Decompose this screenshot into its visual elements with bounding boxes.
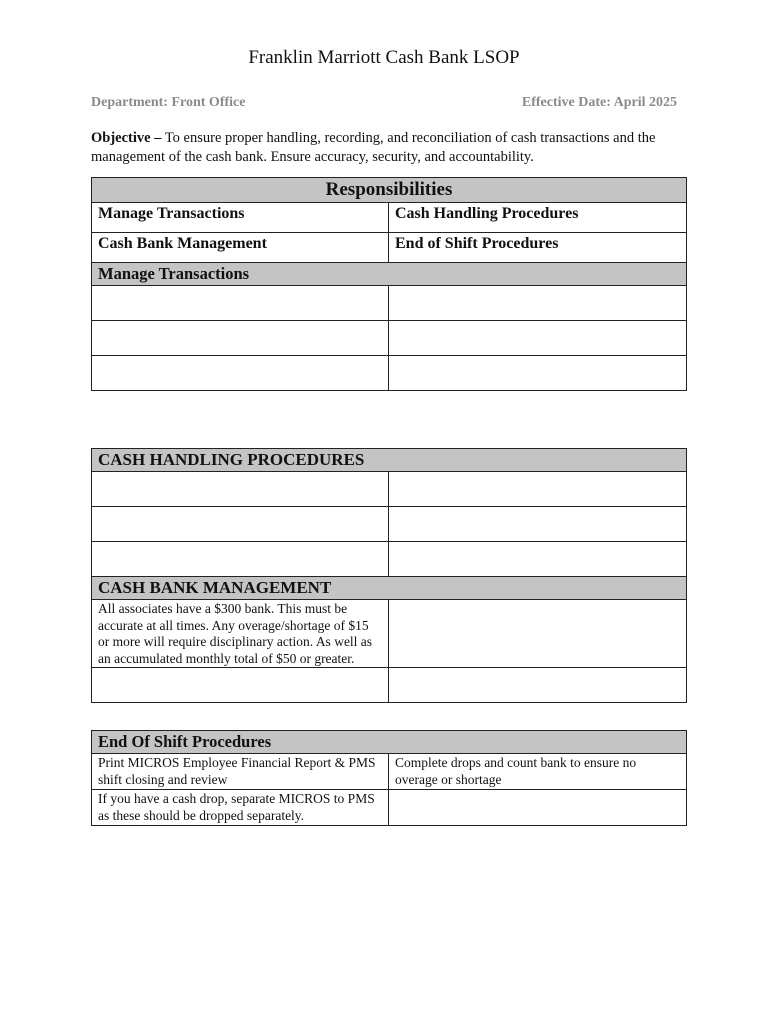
- end-of-shift-step: If you have a cash drop, separate MICROS to PMS as these should be dropped separately.: [92, 790, 389, 826]
- responsibility-item: Manage Transactions: [92, 203, 389, 233]
- document-title: Franklin Marriott Cash Bank LSOP: [248, 47, 520, 68]
- department-label: Department: Front Office: [91, 95, 246, 110]
- empty-cell: [389, 790, 687, 826]
- empty-cell: [389, 507, 687, 542]
- empty-cell: [92, 472, 389, 507]
- cash-bank-policy-cell: All associates have a $300 bank. This must be accurate at all times. Any overage/shortage of $15 or more will require disciplinary action. As well as an accumulated monthly total of $50 or greater.: [92, 600, 389, 668]
- empty-cell: [92, 668, 389, 703]
- empty-cell: [389, 542, 687, 577]
- responsibilities-header: Responsibilities: [92, 178, 687, 203]
- end-of-shift-step: Complete drops and count bank to ensure no overage or shortage: [389, 754, 687, 790]
- end-of-shift-table: [91, 730, 687, 826]
- effective-date-label: Effective Date: April 2025: [521, 95, 677, 110]
- empty-cell: [389, 600, 687, 668]
- objective-text: To ensure proper handling, recording, and reconciliation of cash transactions and the management of the cash bank. Ensure accuracy, security, and accountability.: [91, 130, 656, 165]
- empty-cell: [92, 286, 389, 321]
- responsibility-item: Cash Handling Procedures: [389, 203, 687, 233]
- objective-paragraph: [91, 129, 681, 167]
- empty-cell: [389, 668, 687, 703]
- empty-cell: [92, 321, 389, 356]
- cash-handling-table: [91, 448, 687, 703]
- empty-cell: [389, 356, 687, 391]
- end-of-shift-header: End Of Shift Procedures: [92, 731, 687, 754]
- cash-bank-management-header: CASH BANK MANAGEMENT: [92, 577, 687, 600]
- responsibilities-table: [91, 177, 687, 391]
- empty-cell: [92, 356, 389, 391]
- responsibility-item: Cash Bank Management: [92, 233, 389, 263]
- responsibility-item: End of Shift Procedures: [389, 233, 687, 263]
- end-of-shift-step: Print MICROS Employee Financial Report & PMS shift closing and review: [92, 754, 389, 790]
- cash-handling-header: CASH HANDLING PROCEDURES: [92, 449, 687, 472]
- empty-cell: [389, 286, 687, 321]
- manage-transactions-header: Manage Transactions: [92, 263, 687, 286]
- empty-cell: [389, 472, 687, 507]
- objective-label: Objective –: [91, 130, 162, 146]
- empty-cell: [389, 321, 687, 356]
- empty-cell: [92, 542, 389, 577]
- empty-cell: [92, 507, 389, 542]
